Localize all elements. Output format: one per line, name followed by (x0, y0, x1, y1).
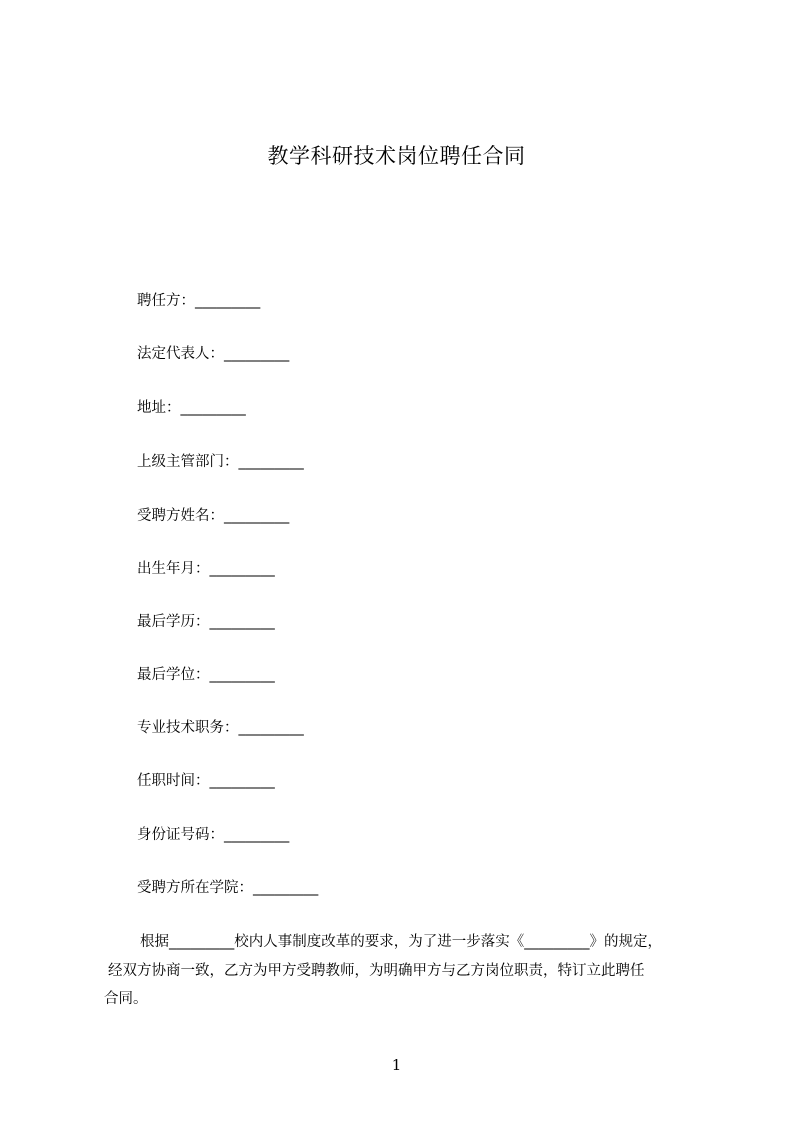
document-title: 教学科研技术岗位聘任合同 (267, 144, 526, 168)
field-birth-date: 出生年月：_________ (137, 561, 275, 577)
field-id-number: 身份证号码：_________ (137, 827, 290, 843)
field-professional-title: 专业技术职务：_________ (137, 720, 304, 736)
paragraph-line-2: 经双方协商一致，乙方为甲方受聘教师，为明确甲方与乙方岗位职责，特订立此聘任 (108, 963, 645, 979)
page-number: 1 (391, 1056, 402, 1074)
field-highest-education: 最后学历：_________ (137, 614, 275, 630)
field-appointment-time: 任职时间：_________ (137, 773, 275, 789)
field-employee-college: 受聘方所在学院：_________ (137, 880, 319, 896)
field-employee-name: 受聘方姓名：_________ (137, 508, 290, 524)
field-employer: 聘任方：_________ (137, 293, 261, 309)
field-highest-degree: 最后学位：_________ (137, 667, 275, 683)
paragraph-line-3: 合同。 (104, 991, 148, 1007)
field-legal-representative: 法定代表人：_________ (137, 346, 290, 362)
paragraph-line-1: 根据_________校内人事制度改革的要求，为了进一步落实《_________》的规定， (140, 934, 662, 950)
field-supervising-department: 上级主管部门：_________ (137, 454, 304, 470)
field-address: 地址：_________ (137, 400, 246, 416)
